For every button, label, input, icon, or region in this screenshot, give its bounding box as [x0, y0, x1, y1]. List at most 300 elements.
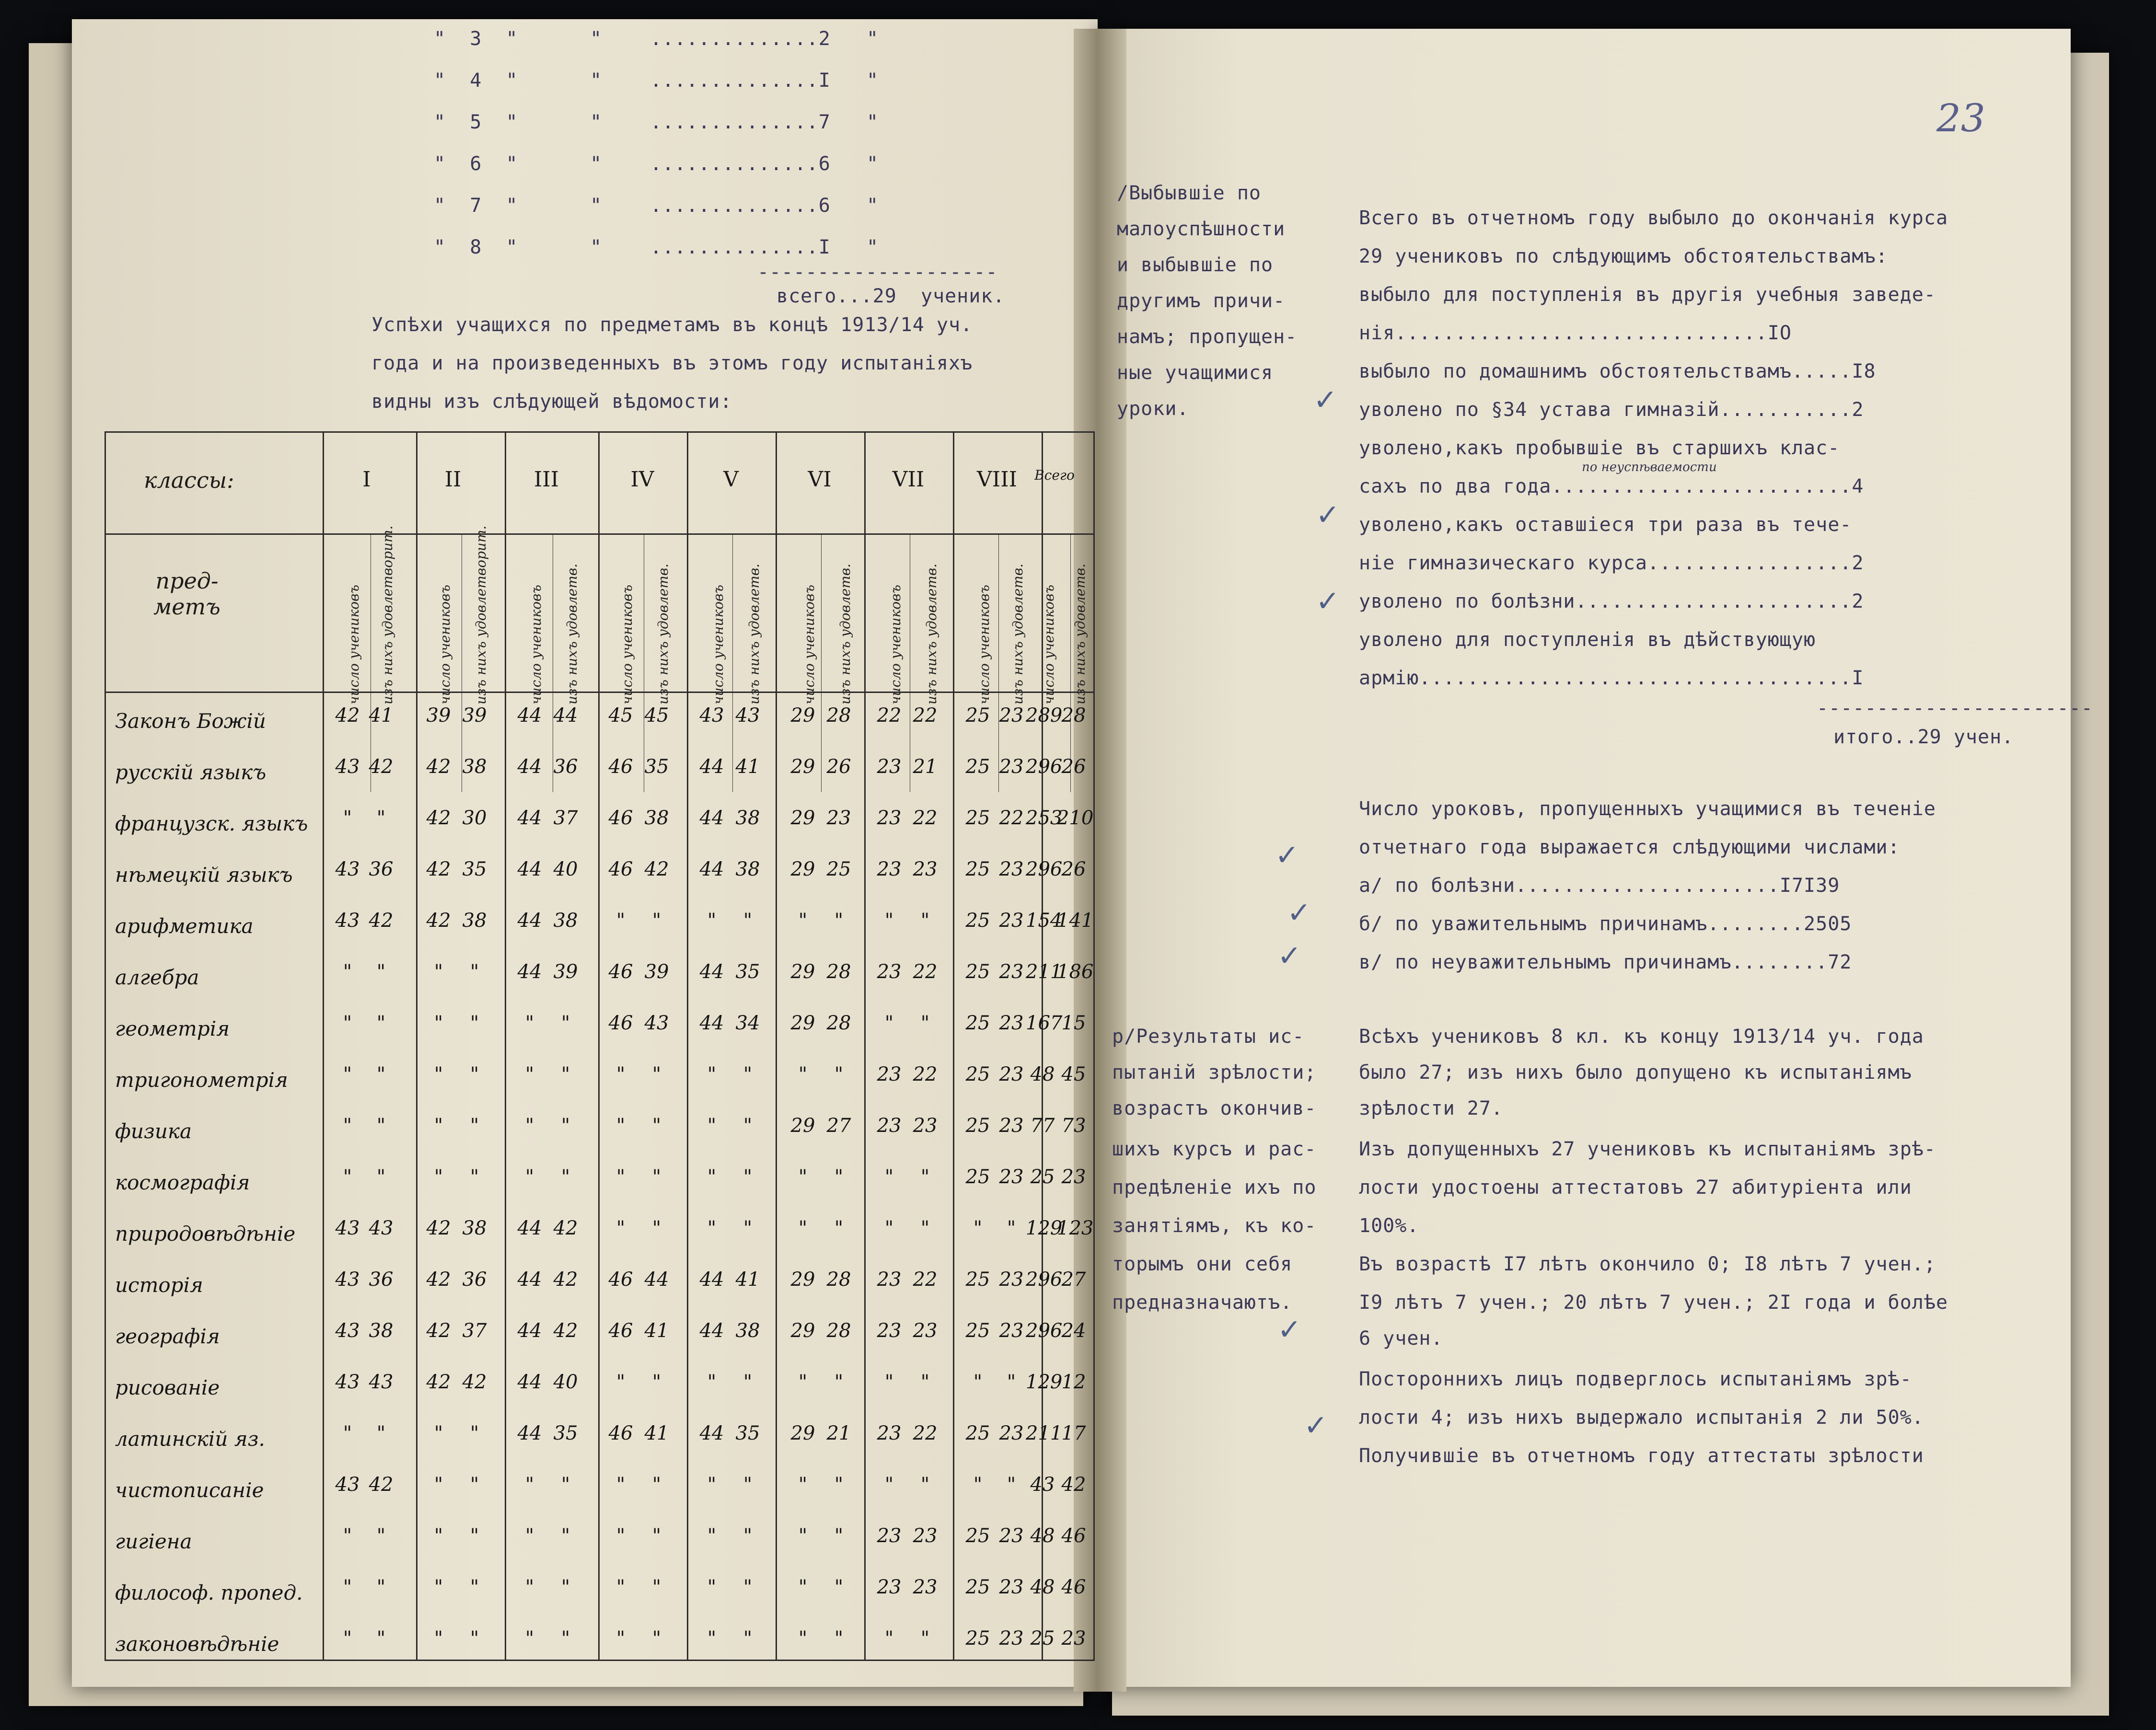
- table-cell: 23: [999, 704, 1024, 727]
- table-cell: 25: [965, 1115, 990, 1137]
- checkmark-icon: ✓: [1277, 939, 1302, 973]
- class-header: VIII: [977, 467, 1017, 492]
- table-cell: 27: [1061, 1269, 1086, 1291]
- table-cell: ": [616, 1063, 626, 1085]
- table-cell: ": [1007, 1474, 1016, 1496]
- table-cell: 38: [462, 1217, 487, 1239]
- table-cell: 23: [877, 756, 902, 778]
- table-cell: ": [525, 1525, 534, 1547]
- checkmark-icon: ✓: [1316, 585, 1340, 618]
- table-cell: 41: [735, 1269, 760, 1291]
- total-line: итого..29 учен.: [1833, 726, 2014, 748]
- class-header: Всего: [1034, 467, 1075, 483]
- class-header: IV: [630, 467, 654, 492]
- subject-label: космографія: [115, 1171, 250, 1194]
- table-cell: 43: [335, 858, 360, 880]
- table-cell: ": [376, 1627, 386, 1649]
- table-cell: ": [707, 1063, 717, 1085]
- table-cell: 296: [1026, 756, 1063, 778]
- table-cell: 22: [913, 961, 938, 983]
- table-cell: ": [652, 1627, 661, 1649]
- table-cell: ": [561, 1474, 570, 1496]
- margin-line: другимъ причи-: [1117, 290, 1286, 312]
- table-cell: 42: [426, 1320, 451, 1342]
- table-cell: 23: [877, 1525, 902, 1547]
- header-classes: классы:: [144, 467, 234, 493]
- table-cell: 23: [1061, 1627, 1086, 1649]
- table-cell: 23: [877, 1269, 902, 1291]
- table-cell: ": [434, 1012, 443, 1034]
- table-cell: 40: [553, 858, 578, 880]
- table-cell: 43: [335, 1320, 360, 1342]
- table-cell: ": [834, 1525, 844, 1547]
- text-line: Получившіе въ отчетномъ году аттестаты зрѣлости: [1359, 1445, 1924, 1467]
- table-cell: 23: [877, 858, 902, 880]
- table-cell: ": [798, 1576, 808, 1598]
- table-cell: ": [343, 961, 352, 983]
- table-cell: 42: [426, 756, 451, 778]
- table-cell: ": [470, 1474, 479, 1496]
- table-cell: ": [616, 1474, 626, 1496]
- table-cell: 42: [426, 807, 451, 829]
- subject-label: физика: [115, 1119, 192, 1143]
- table-cell: 25: [965, 807, 990, 829]
- table-cell: 25: [965, 756, 990, 778]
- column-subheader: изъ нихъ удовлетворит.: [380, 525, 395, 704]
- subject-label: Законъ Божій: [115, 709, 266, 733]
- margin-line: торымъ они себя: [1112, 1253, 1293, 1275]
- table-cell: ": [525, 1063, 534, 1085]
- table-cell: ": [343, 807, 352, 829]
- table-cell: 41: [735, 756, 760, 778]
- table-cell: ": [376, 961, 386, 983]
- table-cell: ": [434, 1576, 443, 1598]
- column-subheader: число учениковъ: [437, 585, 453, 704]
- table-cell: 43: [699, 704, 724, 727]
- table-cell: 25: [965, 910, 990, 932]
- table-cell: ": [798, 1525, 808, 1547]
- table-cell: 44: [517, 1422, 542, 1444]
- table-cell: ": [652, 1576, 661, 1598]
- table-cell: ": [652, 1474, 661, 1496]
- text-line: Изъ допущенныхъ 27 учениковъ къ испытаніямъ зрѣ-: [1359, 1138, 1936, 1160]
- column-subheader: изъ нихъ удовлетв.: [924, 564, 939, 704]
- table-cell: ": [798, 1627, 808, 1649]
- table-cell: ": [798, 1474, 808, 1496]
- table-cell: ": [525, 1012, 534, 1034]
- table-cell: 43: [335, 1269, 360, 1291]
- margin-line: р/Результаты ис-: [1112, 1026, 1305, 1048]
- table-cell: 22: [877, 704, 902, 727]
- table-cell: ": [616, 1525, 626, 1547]
- table-cell: ": [434, 1525, 443, 1547]
- subject-label: исторія: [115, 1273, 203, 1297]
- margin-line: и выбывшіе по: [1117, 254, 1274, 276]
- table-cell: 25: [965, 1525, 990, 1547]
- table-cell: ": [707, 1217, 717, 1239]
- table-cell: 42: [553, 1320, 578, 1342]
- margin-line: возрастъ окончив-: [1112, 1097, 1317, 1119]
- table-cell: 25: [1030, 1627, 1055, 1649]
- table-cell: ": [798, 1371, 808, 1393]
- table-cell: ": [376, 1063, 386, 1085]
- table-cell: ": [834, 1627, 844, 1649]
- table-cell: ": [884, 910, 894, 932]
- table-cell: ": [834, 1474, 844, 1496]
- table-cell: ": [376, 1012, 386, 1034]
- table-cell: ": [834, 1166, 844, 1188]
- table-cell: 253: [1026, 807, 1063, 829]
- table-cell: ": [743, 1627, 753, 1649]
- table-cell: 25: [965, 1269, 990, 1291]
- table-cell: 23: [913, 1115, 938, 1137]
- table-cell: ": [434, 1627, 443, 1649]
- table-cell: 36: [369, 1269, 394, 1291]
- table-cell: 43: [335, 1217, 360, 1239]
- text-line: нія...............................IO: [1359, 322, 1792, 344]
- table-cell: 23: [877, 1063, 902, 1085]
- table-cell: 38: [462, 910, 487, 932]
- margin-line: /Выбывшіе по: [1117, 182, 1261, 204]
- margin-line: пытаній зрѣлости;: [1112, 1061, 1317, 1084]
- table-cell: ": [376, 1576, 386, 1598]
- text-line: в/ по неуважительнымъ причинамъ........72: [1359, 951, 1852, 973]
- text-line: ніе гимназическаго курса.................2: [1359, 552, 1864, 574]
- intro-line: года и на произведенныхъ въ этомъ году испытаніяхъ: [371, 352, 973, 374]
- column-subheader: изъ нихъ удовлетв.: [837, 564, 853, 704]
- table-cell: ": [707, 1474, 717, 1496]
- table-cell: ": [743, 1576, 753, 1598]
- text-line: отчетнаго года выражается слѣдующими числами:: [1359, 836, 1900, 858]
- table-cell: 44: [699, 1269, 724, 1291]
- table-cell: 25: [965, 961, 990, 983]
- table-cell: 46: [608, 1269, 633, 1291]
- table-cell: 296: [1026, 1320, 1063, 1342]
- table-cell: 23: [999, 1576, 1024, 1598]
- table-cell: 23: [999, 1063, 1024, 1085]
- text-line: Въ возрастѣ I7 лѣтъ окончило 0; I8 лѣтъ 7 учен.;: [1359, 1253, 1936, 1275]
- table-cell: ": [920, 1217, 930, 1239]
- table-cell: 41: [644, 1320, 669, 1342]
- table-cell: ": [343, 1063, 352, 1085]
- subject-label: гигіена: [115, 1530, 192, 1553]
- table-cell: 77: [1030, 1115, 1055, 1137]
- table-cell: ": [920, 1166, 930, 1188]
- table-cell: 29: [790, 807, 815, 829]
- table-cell: ": [561, 1115, 570, 1137]
- table-cell: 23: [877, 1422, 902, 1444]
- table-cell: 29: [790, 1320, 815, 1342]
- table-cell: 23: [877, 807, 902, 829]
- text-line: уволено,какъ оставшіеся три раза въ тече-: [1359, 514, 1852, 536]
- table-cell: ": [973, 1217, 983, 1239]
- table-cell: 141: [1057, 910, 1094, 932]
- table-cell: ": [652, 1371, 661, 1393]
- text-line: б/ по уважительнымъ причинамъ........2505: [1359, 913, 1852, 935]
- intro-line: Успѣхи учащихся по предметамъ въ концѣ 1913/14 уч.: [371, 314, 973, 336]
- table-cell: 23: [999, 910, 1024, 932]
- text-line: зрѣлости 27.: [1359, 1097, 1503, 1119]
- table-cell: 42: [426, 1217, 451, 1239]
- table-cell: 44: [699, 858, 724, 880]
- table-cell: ": [434, 1115, 443, 1137]
- table-cell: ": [707, 910, 717, 932]
- table-cell: 42: [369, 1474, 394, 1496]
- table-cell: ": [743, 910, 753, 932]
- list-row: " 6 " " ..............6 ": [434, 153, 879, 175]
- table-cell: 23: [913, 1576, 938, 1598]
- table-cell: 123: [1057, 1217, 1094, 1239]
- column-subheader: изъ нихъ удовлетв.: [746, 564, 762, 704]
- table-cell: 23: [999, 1115, 1024, 1137]
- table-cell: 23: [999, 756, 1024, 778]
- table-cell: 296: [1026, 1269, 1063, 1291]
- text-line: I9 лѣтъ 7 учен.; 20 лѣтъ 7 учен.; 2I года и болѣе: [1359, 1292, 1948, 1314]
- table-cell: ": [561, 1012, 570, 1034]
- separator-rule: -----------------------: [1817, 697, 2093, 719]
- table-cell: 44: [517, 807, 542, 829]
- subject-label: чистописаніе: [115, 1478, 264, 1502]
- margin-line: намъ; пропущен-: [1117, 326, 1298, 348]
- class-header: VI: [808, 467, 832, 492]
- margin-line: уроки.: [1117, 398, 1189, 420]
- table-cell: ": [434, 1474, 443, 1496]
- text-line: уволено,какъ пробывшіе въ старшихъ клас-: [1359, 437, 1840, 459]
- table-cell: ": [707, 1525, 717, 1547]
- table-cell: 46: [608, 756, 633, 778]
- table-cell: 46: [1061, 1525, 1086, 1547]
- checkmark-icon: ✓: [1304, 1409, 1328, 1442]
- table-cell: 44: [517, 961, 542, 983]
- table-cell: 38: [644, 807, 669, 829]
- table-cell: ": [707, 1115, 717, 1137]
- table-cell: ": [616, 1371, 626, 1393]
- table-cell: 29: [790, 1012, 815, 1034]
- column-subheader: изъ нихъ удовлетв.: [564, 564, 580, 704]
- table-cell: ": [616, 910, 626, 932]
- list-row: " 8 " " ..............I ": [434, 236, 879, 258]
- table-cell: ": [884, 1474, 894, 1496]
- margin-line: ные учащимися: [1117, 362, 1274, 384]
- table-cell: 22: [913, 807, 938, 829]
- text-line: выбыло для поступленія въ другія учебныя заведе-: [1359, 284, 1936, 306]
- table-cell: 35: [462, 858, 487, 880]
- margin-line: занятіямъ, къ ко-: [1112, 1215, 1317, 1237]
- table-cell: 34: [735, 1012, 760, 1034]
- table-cell: 22: [999, 807, 1024, 829]
- table-cell: 23: [826, 807, 851, 829]
- checkmark-icon: ✓: [1277, 1313, 1302, 1347]
- table-cell: ": [652, 1115, 661, 1137]
- table-cell: ": [616, 1115, 626, 1137]
- table-cell: 42: [553, 1269, 578, 1291]
- table-cell: 211: [1026, 961, 1063, 983]
- column-subheader: изъ нихъ удовлетв.: [655, 564, 671, 704]
- table-cell: 44: [699, 756, 724, 778]
- table-cell: ": [652, 1166, 661, 1188]
- table-cell: 36: [369, 858, 394, 880]
- table-cell: ": [707, 1576, 717, 1598]
- table-cell: 38: [553, 910, 578, 932]
- table-cell: ": [743, 1474, 753, 1496]
- table-cell: 39: [426, 704, 451, 727]
- class-header: VII: [892, 467, 925, 492]
- table-cell: ": [798, 910, 808, 932]
- table-cell: ": [884, 1012, 894, 1034]
- table-cell: 35: [735, 1422, 760, 1444]
- table-cell: ": [470, 1166, 479, 1188]
- table-cell: 36: [553, 756, 578, 778]
- list-row: " 4 " " ..............I ": [434, 69, 879, 92]
- table-cell: 42: [335, 704, 360, 727]
- table-cell: ": [652, 1217, 661, 1239]
- text-line: сахъ по два года.........................4: [1359, 475, 1864, 497]
- text-line: уволено для поступленія въ дѣйствующую: [1359, 629, 1816, 651]
- table-cell: ": [376, 1525, 386, 1547]
- table-cell: 15: [1061, 1012, 1086, 1034]
- table-cell: ": [884, 1217, 894, 1239]
- table-cell: ": [798, 1217, 808, 1239]
- table-cell: ": [743, 1063, 753, 1085]
- table-cell: 25: [965, 1012, 990, 1034]
- table-cell: ": [343, 1115, 352, 1137]
- table-cell: ": [343, 1627, 352, 1649]
- table-cell: 46: [608, 807, 633, 829]
- table-cell: ": [343, 1166, 352, 1188]
- table-cell: 46: [1061, 1576, 1086, 1598]
- table-cell: 42: [426, 858, 451, 880]
- grades-table: [104, 431, 1095, 1661]
- table-cell: ": [470, 1576, 479, 1598]
- column-subheader: число учениковъ: [528, 585, 544, 704]
- table-cell: ": [973, 1474, 983, 1496]
- table-cell: 42: [426, 910, 451, 932]
- subject-label: русскій языкъ: [115, 761, 267, 784]
- class-header: II: [444, 467, 462, 492]
- table-cell: 38: [735, 1320, 760, 1342]
- table-cell: 28: [826, 1012, 851, 1034]
- table-cell: 35: [644, 756, 669, 778]
- table-cell: 35: [735, 961, 760, 983]
- table-cell: ": [470, 1012, 479, 1034]
- table-cell: ": [743, 1166, 753, 1188]
- checkmark-icon: ✓: [1313, 383, 1338, 417]
- table-cell: 29: [790, 704, 815, 727]
- table-cell: ": [884, 1166, 894, 1188]
- table-cell: ": [525, 1627, 534, 1649]
- text-line: уволено по болѣзни.......................2: [1359, 590, 1864, 612]
- table-cell: 25: [965, 858, 990, 880]
- table-cell: 38: [735, 807, 760, 829]
- text-line: а/ по болѣзни......................I7I39: [1359, 875, 1840, 897]
- table-cell: 44: [699, 1320, 724, 1342]
- table-cell: 22: [913, 1269, 938, 1291]
- table-cell: ": [525, 1474, 534, 1496]
- table-cell: ": [616, 1166, 626, 1188]
- table-cell: ": [743, 1115, 753, 1137]
- table-cell: ": [884, 1371, 894, 1393]
- table-cell: ": [834, 1063, 844, 1085]
- table-cell: ": [470, 1525, 479, 1547]
- header-subjects: пред-метъ: [153, 568, 220, 620]
- table-cell: ": [376, 807, 386, 829]
- table-cell: 23: [1061, 1166, 1086, 1188]
- table-cell: 37: [462, 1320, 487, 1342]
- table-cell: 26: [1061, 756, 1086, 778]
- table-cell: 42: [553, 1217, 578, 1239]
- checkmark-icon: ✓: [1316, 498, 1340, 532]
- table-cell: 42: [426, 1371, 451, 1393]
- table-cell: 42: [1061, 1474, 1086, 1496]
- table-cell: ": [834, 910, 844, 932]
- table-cell: ": [343, 1525, 352, 1547]
- checkmark-icon: ✓: [1287, 896, 1311, 930]
- table-cell: ": [707, 1371, 717, 1393]
- table-cell: ": [920, 1371, 930, 1393]
- table-cell: 44: [517, 858, 542, 880]
- column-subheader: число учениковъ: [619, 585, 635, 704]
- table-cell: ": [834, 1371, 844, 1393]
- column-subheader: число учениковъ: [801, 585, 817, 704]
- subject-label: философ. пропед.: [115, 1581, 303, 1604]
- table-cell: 48: [1030, 1576, 1055, 1598]
- table-cell: 12: [1061, 1371, 1086, 1393]
- table-cell: 23: [913, 1320, 938, 1342]
- table-cell: ": [525, 1166, 534, 1188]
- text-line: было 27; изъ нихъ было допущено къ испытаніямъ: [1359, 1061, 1912, 1084]
- table-cell: 154: [1026, 910, 1063, 932]
- text-line: лости 4; изъ нихъ выдержало испытанія 2 ли 50%.: [1359, 1407, 1924, 1429]
- text-line: Постороннихъ лицъ подверглось испытаніямъ зрѣ-: [1359, 1368, 1912, 1390]
- table-cell: ": [616, 1576, 626, 1598]
- table-cell: 45: [608, 704, 633, 727]
- table-cell: 39: [644, 961, 669, 983]
- table-cell: 38: [369, 1320, 394, 1342]
- table-cell: 43: [1030, 1474, 1055, 1496]
- table-cell: 43: [335, 756, 360, 778]
- list-row: " 7 " " ..............6 ": [434, 195, 879, 217]
- table-cell: 22: [913, 1063, 938, 1085]
- column-subheader: изъ нихъ удовлетв.: [1072, 564, 1088, 704]
- table-cell: ": [470, 1063, 479, 1085]
- text-line: выбыло по домашнимъ обстоятельствамъ.....I8: [1359, 360, 1876, 382]
- margin-line: предназначаютъ.: [1112, 1292, 1293, 1314]
- table-cell: 22: [913, 1422, 938, 1444]
- column-subheader: число учениковъ: [1041, 585, 1057, 704]
- table-cell: 42: [369, 910, 394, 932]
- column-subheader: число учениковъ: [710, 585, 726, 704]
- table-cell: 44: [517, 1320, 542, 1342]
- table-cell: 25: [1030, 1166, 1055, 1188]
- table-cell: 43: [644, 1012, 669, 1034]
- table-cell: 45: [1061, 1063, 1086, 1085]
- table-cell: 25: [965, 1166, 990, 1188]
- table-cell: 23: [999, 1166, 1024, 1188]
- table-cell: 26: [826, 756, 851, 778]
- table-cell: 23: [999, 1627, 1024, 1649]
- table-cell: 129: [1026, 1371, 1063, 1393]
- table-cell: 42: [644, 858, 669, 880]
- subject-label: нѣмецкій языкъ: [115, 863, 293, 887]
- table-cell: 29: [790, 1115, 815, 1137]
- table-cell: 210: [1057, 807, 1094, 829]
- text-line: Число уроковъ, пропущенныхъ учащимися въ теченіе: [1359, 798, 1936, 820]
- table-cell: ": [343, 1012, 352, 1034]
- table-cell: 25: [965, 1063, 990, 1085]
- table-cell: 17: [1061, 1422, 1086, 1444]
- table-cell: 42: [426, 1269, 451, 1291]
- column-subheader: изъ нихъ удовлетв.: [1010, 564, 1026, 704]
